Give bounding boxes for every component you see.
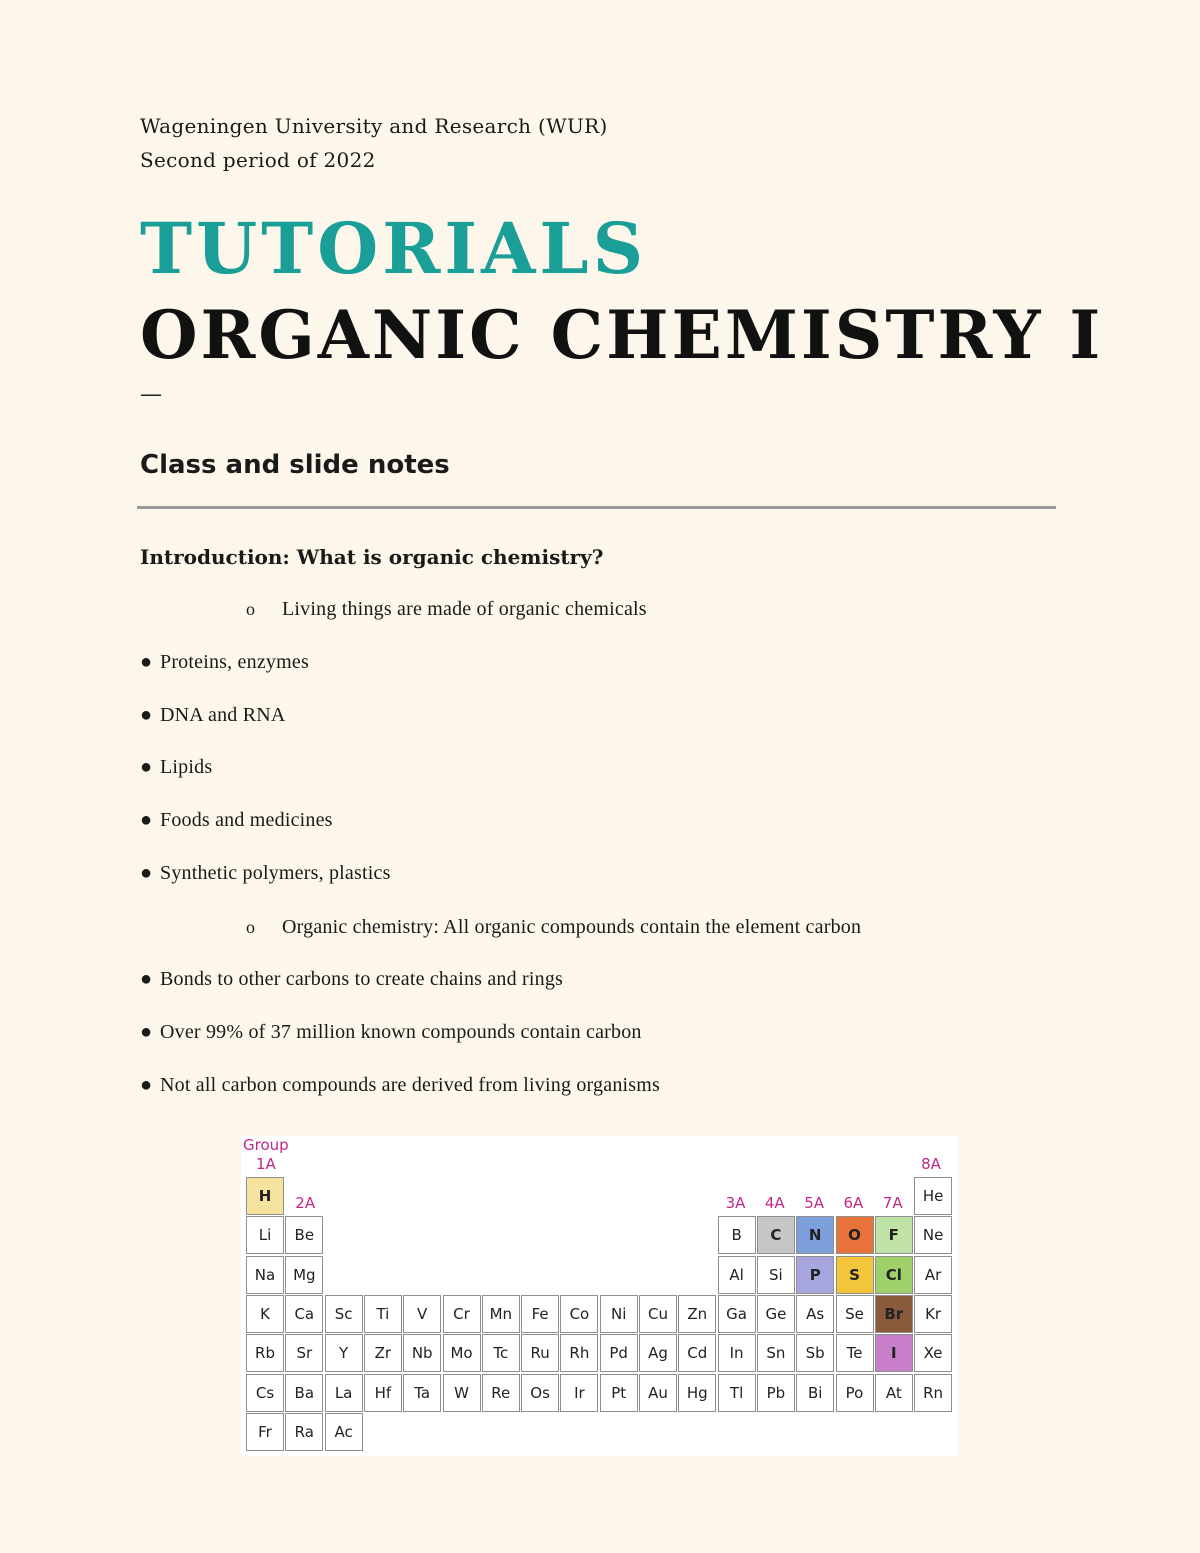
element-si: Si — [757, 1256, 795, 1294]
element-as: As — [796, 1295, 834, 1333]
intro-heading: Introduction: What is organic chemistry? — [140, 545, 604, 569]
list-item-text: Foods and medicines — [160, 809, 333, 831]
element-tl: Tl — [718, 1374, 756, 1412]
list-item-text: Lipids — [160, 756, 213, 778]
element-n: N — [796, 1216, 834, 1254]
element-nb: Nb — [403, 1334, 441, 1372]
bullet-icon: ● — [140, 756, 153, 778]
element-os: Os — [521, 1374, 559, 1412]
element-s: S — [836, 1256, 874, 1294]
element-tc: Tc — [482, 1334, 520, 1372]
element-zr: Zr — [364, 1334, 402, 1372]
element-at: At — [875, 1374, 913, 1412]
element-al: Al — [718, 1256, 756, 1294]
group-5a: 5A — [804, 1194, 824, 1212]
list-item — [140, 756, 212, 779]
group-label: Group — [243, 1136, 289, 1154]
element-rn: Rn — [914, 1374, 952, 1412]
list-item — [246, 916, 861, 939]
element-se: Se — [836, 1295, 874, 1333]
element-mo: Mo — [443, 1334, 481, 1372]
bullet-icon: ● — [140, 1074, 153, 1096]
circle-bullet-icon: o — [246, 599, 256, 619]
element-hg: Hg — [678, 1374, 716, 1412]
element-ir: Ir — [560, 1374, 598, 1412]
element-o: O — [836, 1216, 874, 1254]
element-ti: Ti — [364, 1295, 402, 1333]
element-zn: Zn — [678, 1295, 716, 1333]
list-item — [246, 598, 647, 621]
element-y: Y — [325, 1334, 363, 1372]
list-item — [140, 704, 286, 727]
divider — [137, 506, 1056, 509]
list-item-text: Bonds to other carbons to create chains and rings — [160, 968, 564, 990]
group-1a: 1A — [256, 1155, 276, 1173]
period: Second period of 2022 — [140, 148, 376, 172]
element-ac: Ac — [325, 1413, 363, 1451]
element-ba: Ba — [285, 1374, 323, 1412]
element-mg: Mg — [285, 1256, 323, 1294]
element-ne: Ne — [914, 1216, 952, 1254]
element-ge: Ge — [757, 1295, 795, 1333]
list-item-text: DNA and RNA — [160, 704, 286, 726]
element-br: Br — [875, 1295, 913, 1333]
element-ni: Ni — [600, 1295, 638, 1333]
title-tutorials: TUTORIALS — [140, 207, 648, 290]
element-ag: Ag — [639, 1334, 677, 1372]
institution: Wageningen University and Research (WUR) — [140, 114, 608, 138]
periodic-table — [241, 1136, 958, 1456]
bullet-icon: ● — [140, 862, 153, 884]
list-item — [140, 968, 563, 991]
element-h: H — [246, 1177, 284, 1215]
element-hf: Hf — [364, 1374, 402, 1412]
element-in: In — [718, 1334, 756, 1372]
element-cu: Cu — [639, 1295, 677, 1333]
list-item — [140, 1074, 660, 1097]
group-4a: 4A — [764, 1194, 785, 1212]
element-au: Au — [639, 1374, 677, 1412]
element-c: C — [757, 1216, 795, 1254]
element-bi: Bi — [796, 1374, 834, 1412]
element-v: V — [403, 1295, 441, 1333]
element-pt: Pt — [600, 1374, 638, 1412]
element-ta: Ta — [403, 1374, 441, 1412]
element-li: Li — [246, 1216, 284, 1254]
list-item — [140, 862, 391, 885]
element-cr: Cr — [443, 1295, 481, 1333]
list-item-text: Organic chemistry: All organic compounds contain the element carbon — [282, 916, 862, 938]
bullet-icon: ● — [140, 651, 153, 673]
title-dash: — — [140, 382, 162, 407]
element-w: W — [443, 1374, 481, 1412]
element-ar: Ar — [914, 1256, 952, 1294]
element-ga: Ga — [718, 1295, 756, 1333]
element-fr: Fr — [246, 1413, 284, 1451]
element-he: He — [914, 1177, 952, 1215]
element-fe: Fe — [521, 1295, 559, 1333]
element-ru: Ru — [521, 1334, 559, 1372]
element-ra: Ra — [285, 1413, 323, 1451]
element-cs: Cs — [246, 1374, 284, 1412]
list-item-text: Living things are made of organic chemicals — [282, 598, 647, 620]
element-cd: Cd — [678, 1334, 716, 1372]
element-po: Po — [836, 1374, 874, 1412]
group-6a: 6A — [843, 1194, 864, 1212]
element-sn: Sn — [757, 1334, 795, 1372]
bullet-icon: ● — [140, 1021, 153, 1043]
list-item-text: Synthetic polymers, plastics — [160, 862, 391, 884]
element-ca: Ca — [285, 1295, 323, 1333]
element-la: La — [325, 1374, 363, 1412]
element-te: Te — [836, 1334, 874, 1372]
list-item-text: Not all carbon compounds are derived from living organisms — [160, 1074, 661, 1096]
list-item-text: Proteins, enzymes — [160, 651, 309, 673]
group-2a: 2A — [295, 1194, 316, 1212]
element-sc: Sc — [325, 1295, 363, 1333]
element-pb: Pb — [757, 1374, 795, 1412]
element-pd: Pd — [600, 1334, 638, 1372]
element-co: Co — [560, 1295, 598, 1333]
element-kr: Kr — [914, 1295, 952, 1333]
element-na: Na — [246, 1256, 284, 1294]
element-f: F — [875, 1216, 913, 1254]
element-b: B — [718, 1216, 756, 1254]
element-i: I — [875, 1334, 913, 1372]
subtitle: Class and slide notes — [140, 450, 450, 480]
title-course: ORGANIC CHEMISTRY I — [140, 296, 1104, 374]
element-be: Be — [285, 1216, 323, 1254]
element-sr: Sr — [285, 1334, 323, 1372]
element-cl: Cl — [875, 1256, 913, 1294]
element-re: Re — [482, 1374, 520, 1412]
element-rh: Rh — [560, 1334, 598, 1372]
circle-bullet-icon: o — [246, 917, 256, 937]
group-8a: 8A — [921, 1155, 941, 1173]
element-xe: Xe — [914, 1334, 952, 1372]
bullet-icon: ● — [140, 809, 153, 831]
list-item — [140, 809, 333, 832]
element-p: P — [796, 1256, 834, 1294]
element-sb: Sb — [796, 1334, 834, 1372]
bullet-icon: ● — [140, 704, 153, 726]
list-item-text: Over 99% of 37 million known compounds contain carbon — [160, 1021, 642, 1043]
element-k: K — [246, 1295, 284, 1333]
list-item — [140, 651, 309, 674]
group-7a: 7A — [882, 1194, 903, 1212]
list-item — [140, 1021, 642, 1044]
group-3a: 3A — [725, 1194, 746, 1212]
element-mn: Mn — [482, 1295, 520, 1333]
element-rb: Rb — [246, 1334, 284, 1372]
bullet-icon: ● — [140, 968, 153, 990]
